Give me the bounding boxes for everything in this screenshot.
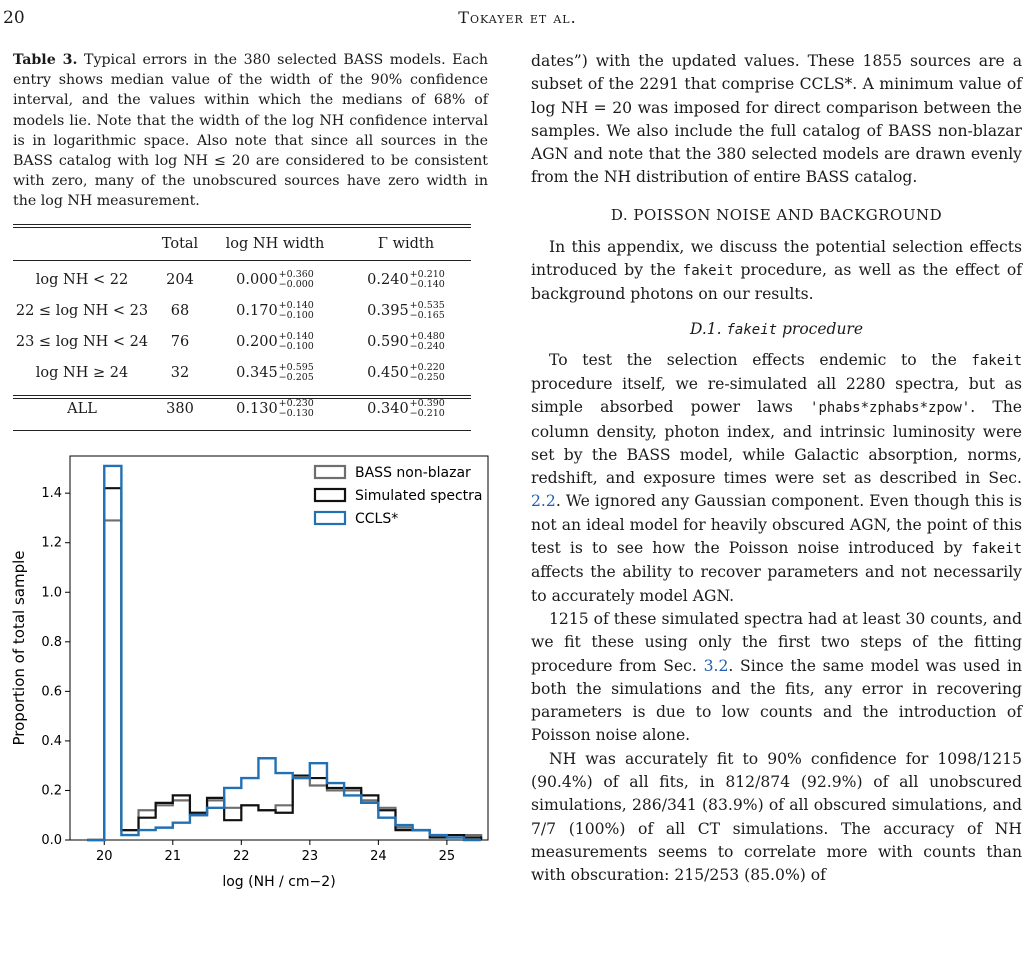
y-axis-label: Proportion of total sample [10, 550, 28, 746]
row-nh-width: 0.000 +0.360 −0.000 [236, 268, 314, 290]
table-3 [13, 228, 471, 424]
histogram-series-bass-non-blazar [87, 520, 481, 840]
col-total-header: Total [161, 236, 199, 252]
x-tick-label: 24 [370, 849, 387, 864]
x-tick-label: 23 [301, 849, 319, 864]
row-label: 23 ≤ log NH < 24 [15, 333, 149, 350]
paragraph-fakeit: To test the selection effects endemic to the fakeit procedure itself, we re-simulated all 2280 spectra, but as simple absorbed power laws 'phabs*zphabs*zpow'. The column density, photon index, and intrinsic luminosity were set by the BASS model, while Galactic absorption, norms, redshift, and exposure times were set as described in Sec. 2.2. We ignored any Gaussian component. Even though this is not an ideal model for heavily obscured AGN, the point of this test is to see how the Poisson noise introduced by fakeit affects the ability to recover parameters and not necessarily to accurately model AGN. [531, 350, 1022, 605]
section-link-3-2[interactable]: 3.2 [703, 656, 729, 675]
table-header-row [13, 228, 471, 260]
row-total: 204 [166, 271, 194, 288]
row-total: 68 [170, 302, 190, 319]
row-nh-width: 0.200 +0.140 −0.100 [236, 330, 314, 352]
x-tick-label: 25 [438, 849, 456, 864]
histogram-series-simulated-spectra [87, 488, 481, 840]
subsection-heading-d1: D.1. fakeit procedure [689, 319, 864, 338]
row-gamma-width: 0.590 +0.480 −0.240 [367, 330, 445, 352]
histogram-figure [0, 448, 500, 900]
y-tick-label: 0.0 [41, 833, 62, 848]
paragraph-continuation: dates”) with the updated values. These 1855 sources are a subset of the 2291 that comprise CCLS*. A minimum value of log NH = 20 was imposed for direct comparison between the samples. We also include the full catalog of BASS non-blazar AGN and note that the 380 selected models are drawn evenly from the NH distribution of entire BASS catalog. [531, 52, 1022, 187]
row-gamma-width: 0.240 +0.210 −0.140 [367, 268, 445, 290]
table-caption [13, 50, 488, 212]
legend-swatch [315, 466, 345, 478]
table-row [13, 326, 471, 357]
table-row [13, 264, 471, 295]
section-link-2-2[interactable]: 2.2 [531, 492, 556, 511]
row-label: log NH < 22 [35, 271, 129, 288]
page-number: 20 [3, 8, 25, 28]
row-nh-width: 0.170 +0.140 −0.100 [236, 299, 314, 321]
running-title: Tokayer et al. [458, 8, 577, 27]
histogram-series-ccls- [87, 466, 481, 840]
paragraph-simulated-counts: 1215 of these simulated spectra had at least 30 counts, and we fit these using only the first two steps of the fitting procedure from Sec. 3.2. Since the same model was used in both the simulations and the fits, any error in recovering parameters is due to low counts and the introduction of Poisson noise alone. [531, 609, 1022, 745]
row-label: ALL [67, 400, 97, 417]
row-total: 32 [170, 364, 190, 381]
x-tick-label: 21 [164, 849, 182, 864]
row-gamma-width: 0.340 +0.390 −0.210 [367, 397, 445, 419]
table-total-row [13, 393, 471, 424]
row-nh-width: 0.130 +0.230 −0.130 [236, 397, 314, 419]
legend-label: BASS non-blazar [355, 465, 471, 481]
table-caption-label: Table 3. [13, 52, 78, 68]
legend-label: Simulated spectra [355, 488, 483, 504]
x-tick-label: 20 [95, 849, 113, 864]
y-tick-label: 0.2 [41, 783, 62, 799]
row-total: 76 [170, 333, 190, 350]
x-tick-label: 22 [233, 849, 250, 864]
y-tick-label: 1.2 [41, 535, 62, 551]
y-tick-label: 0.8 [41, 634, 62, 650]
row-gamma-width: 0.395 +0.535 −0.165 [367, 299, 445, 321]
row-label: 22 ≤ log NH < 23 [15, 302, 149, 319]
y-tick-label: 1.0 [41, 585, 62, 601]
legend-label: CCLS* [355, 511, 399, 527]
legend-swatch [315, 512, 345, 524]
col-gamma-header: Γ width [377, 236, 435, 252]
row-total: 380 [166, 400, 194, 417]
row-label: log NH ≥ 24 [35, 364, 129, 381]
col-nh-header: log NH width [225, 236, 325, 252]
paragraph-appendix-intro: In this appendix, we discuss the potential selection effects introduced by the fakeit procedure, as well as the effect of background photons on our results. [531, 237, 1023, 304]
table-row [13, 357, 471, 388]
plot-frame [70, 456, 488, 840]
legend-swatch [315, 489, 345, 501]
row-gamma-width: 0.450 +0.220 −0.250 [367, 361, 445, 383]
table-caption-text: Typical errors in the 380 selected BASS models. Each entry shows median value of the width of the 90% confidence interval, and the values within which the medians of 68% of models lie. Note that the width of the log NH confidence interval is in logarithmic space. Also note that since all sources in the BASS catalog with log NH ≤ 20 are considered to be consistent with zero, many of the unobscured sources have zero width in the log NH measurement. [13, 52, 488, 210]
right-column [531, 50, 1022, 888]
section-heading-d: D. POISSON NOISE AND BACKGROUND [610, 205, 943, 224]
paragraph-nh-accuracy: NH was accurately fit to 90% confidence for 1098/1215 (90.4%) of all fits, in 812/874 (92.9%) of all unobscured simulations, 286/341 (83.9%) of all obscured simulations, and 7/7 (100%) of all CT simulations. The accuracy of NH measurements seems to correlate more with counts than with obscuration: 215/253 (85.0%) of [531, 749, 1022, 885]
table-bottom-rule [13, 430, 471, 431]
table-row [13, 295, 471, 326]
row-nh-width: 0.345 +0.595 −0.205 [236, 361, 314, 383]
y-tick-label: 1.4 [41, 486, 62, 502]
y-tick-label: 0.4 [41, 733, 62, 749]
y-tick-label: 0.6 [41, 684, 62, 700]
x-axis-label: log (NH / cm−2) [222, 874, 336, 890]
